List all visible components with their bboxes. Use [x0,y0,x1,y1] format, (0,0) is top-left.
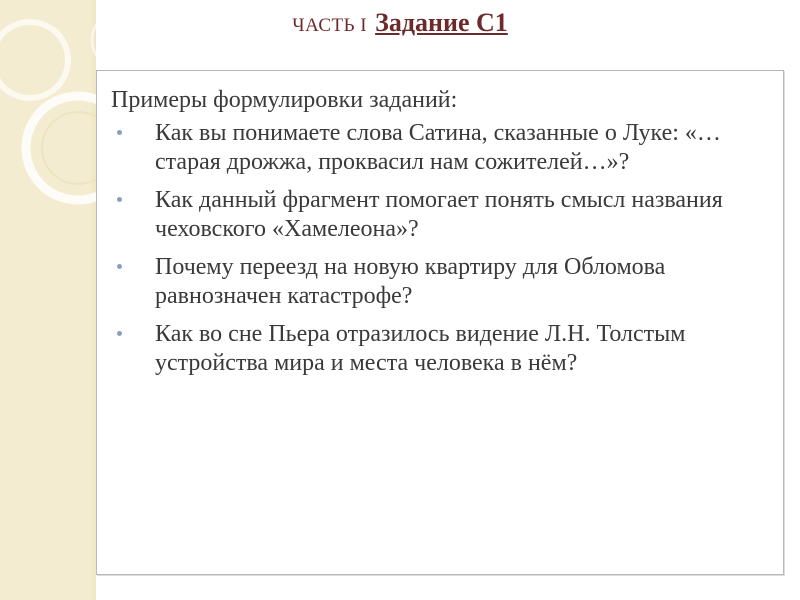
question-text: Как данный фрагмент помогает понять смысл названия чеховского «Хамелеона»? [155,187,723,242]
question-list [111,119,759,378]
question-text: Как вы понимаете слова Сатина, сказанные о Луке: «…старая дрожжа, проквасил нам сожителей…»? [155,120,721,175]
question-text: Как во сне Пьера отразилось видение Л.Н. Толстым устройства мира и места человека в нём? [155,321,686,376]
bullet-icon [117,264,122,269]
question-text: Почему переезд на новую квартиру для Обломова равнозначен катастрофе? [155,254,666,309]
bullet-icon [117,331,122,336]
list-item [111,253,759,311]
list-item [111,320,759,378]
content-box [96,70,784,575]
task-title: Задание С1 [375,8,508,37]
list-item [111,119,759,177]
side-band [0,0,96,600]
slide-title [0,8,800,48]
list-item [111,186,759,244]
part-label: ЧАСТЬ I [292,15,368,36]
bullet-icon [117,130,122,135]
intro-text: Примеры формулировки заданий: [111,87,458,113]
bullet-icon [117,197,122,202]
